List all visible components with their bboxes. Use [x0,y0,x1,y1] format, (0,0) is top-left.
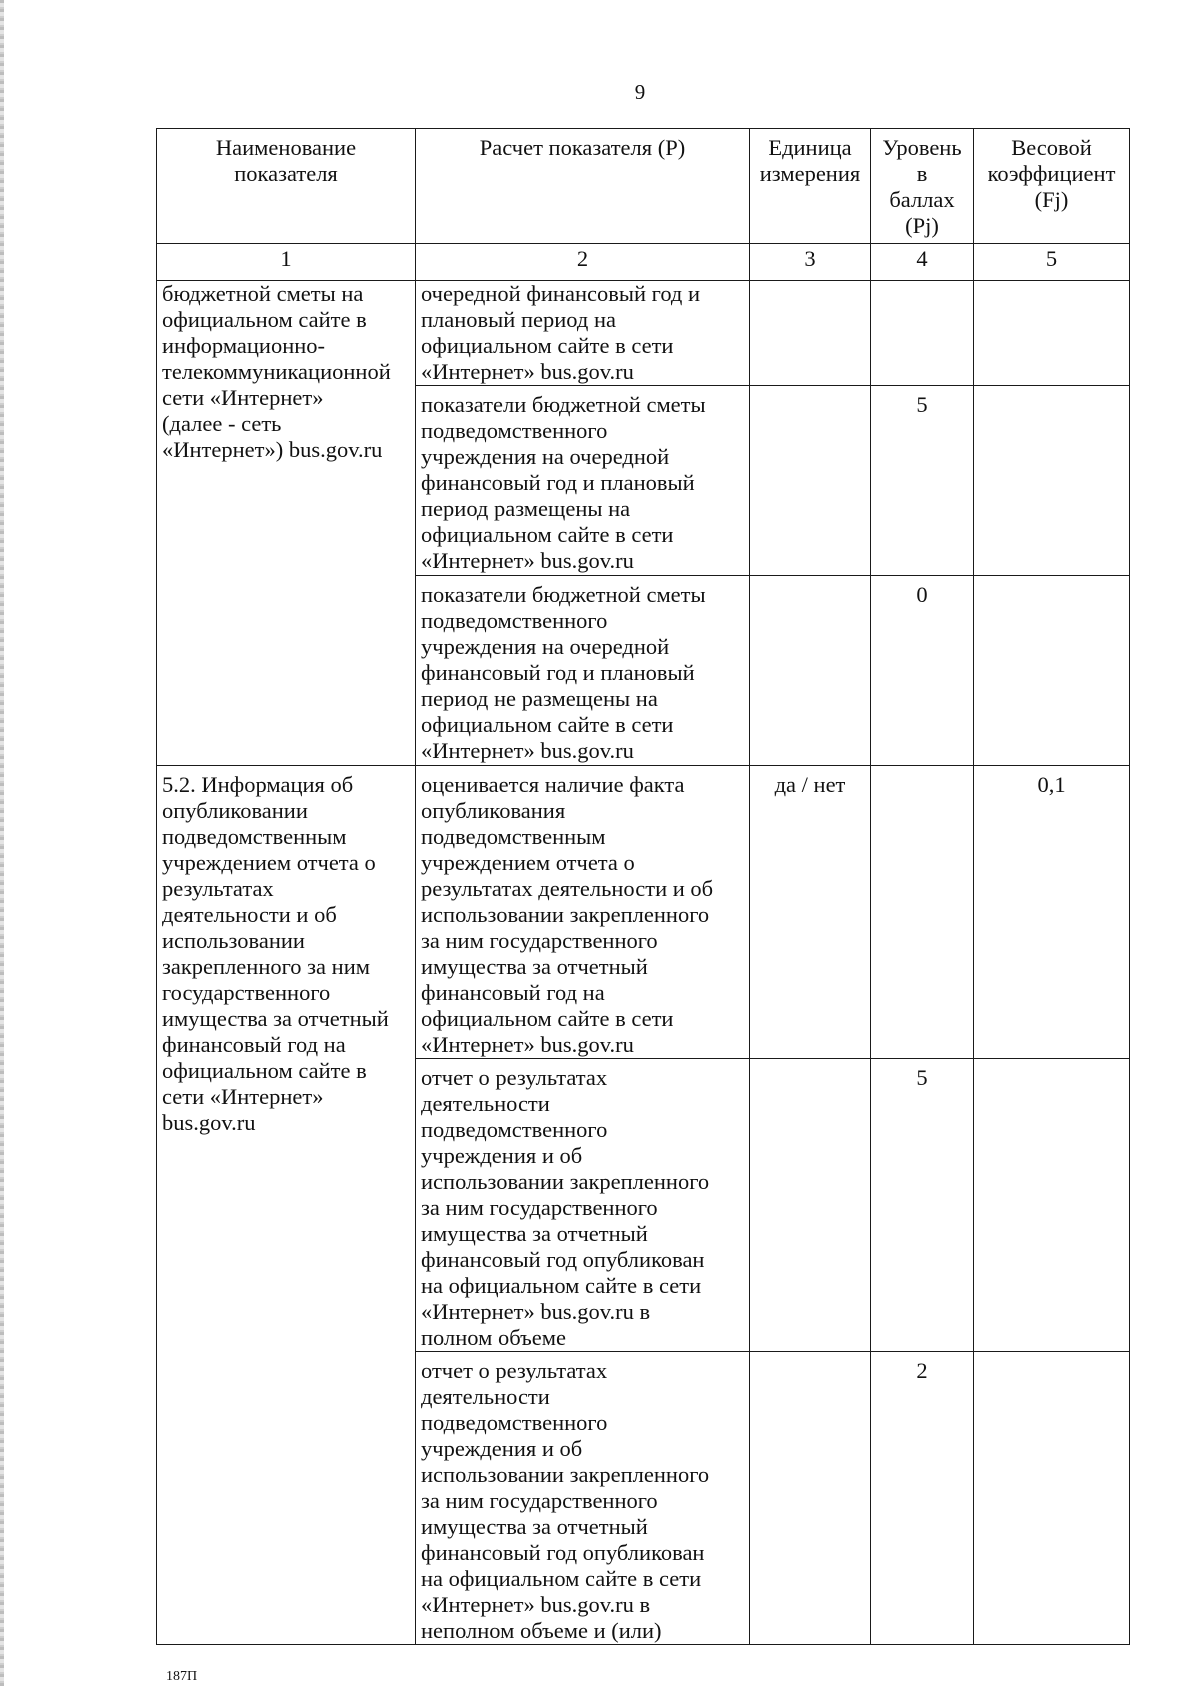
indicator-name-cell: 5.2. Информация об опубликовании подведомственным учреждением отчета о результатах деятельности и об использовании закрепленного за ним государственного имущества за отчетный финансовый год на официальном сайте в сети «Интернет» bus.gov.ru [157,766,416,1645]
table-row [157,766,1130,1059]
score-cell: 2 [871,1352,974,1645]
column-number: 5 [974,244,1130,281]
column-number-row [157,244,1130,281]
unit-cell [750,1352,871,1645]
score-cell: 5 [871,386,974,576]
unit-cell [750,386,871,576]
header-unit: Единица измерения [750,129,871,244]
indicator-name-cell: бюджетной сметы на официальном сайте в информационно- телекоммуникационной сети «Интернет» (далее - сеть «Интернет») bus.gov.ru [157,281,416,766]
column-number: 2 [416,244,750,281]
indicators-table [156,128,1130,1645]
score-cell: 0 [871,576,974,766]
header-weight: Весовой коэффициент (Fj) [974,129,1130,244]
weight-cell [974,1059,1130,1352]
weight-cell [974,1352,1130,1645]
calculation-cell: показатели бюджетной сметы подведомственного учреждения на очередной финансовый год и плановый период не размещены на официальном сайте в сети «Интернет» bus.gov.ru [416,576,750,766]
unit-cell [750,281,871,386]
unit-cell [750,1059,871,1352]
table-row [157,281,1130,386]
header-score-level: Уровень в баллах (Pj) [871,129,974,244]
calculation-cell: отчет о результатах деятельности подведомственного учреждения и об использовании закрепленного за ним государственного имущества за отчетный финансовый год опубликован на официальном сайте в сети «Интернет» bus.gov.ru в полном объеме [416,1059,750,1352]
score-cell [871,766,974,1059]
weight-cell [974,576,1130,766]
unit-cell [750,576,871,766]
column-number: 4 [871,244,974,281]
score-cell: 5 [871,1059,974,1352]
scan-edge [0,0,4,1686]
calculation-cell: отчет о результатах деятельности подведомственного учреждения и об использовании закрепленного за ним государственного имущества за отчетный финансовый год опубликован на официальном сайте в сети «Интернет» bus.gov.ru в неполном объеме и (или) [416,1352,750,1645]
score-cell [871,281,974,386]
header-indicator-name: Наименование показателя [157,129,416,244]
calculation-cell: показатели бюджетной сметы подведомственного учреждения на очередной финансовый год и плановый период размещены на официальном сайте в сети «Интернет» bus.gov.ru [416,386,750,576]
calculation-cell: очередной финансовый год и плановый период на официальном сайте в сети «Интернет» bus.gov.ru [416,281,750,386]
header-row [157,129,1130,244]
column-number: 3 [750,244,871,281]
column-number: 1 [157,244,416,281]
calculation-cell: оценивается наличие факта опубликования подведомственным учреждением отчета о результатах деятельности и об использовании закрепленного за ним государственного имущества за отчетный финансовый год на официальном сайте в сети «Интернет» bus.gov.ru [416,766,750,1059]
weight-cell [974,386,1130,576]
page-number: 9 [634,80,646,104]
document-code: 187П [166,1669,198,1684]
weight-cell: 0,1 [974,766,1130,1059]
unit-cell: да / нет [750,766,871,1059]
header-calculation: Расчет показателя (Р) [416,129,750,244]
weight-cell [974,281,1130,386]
